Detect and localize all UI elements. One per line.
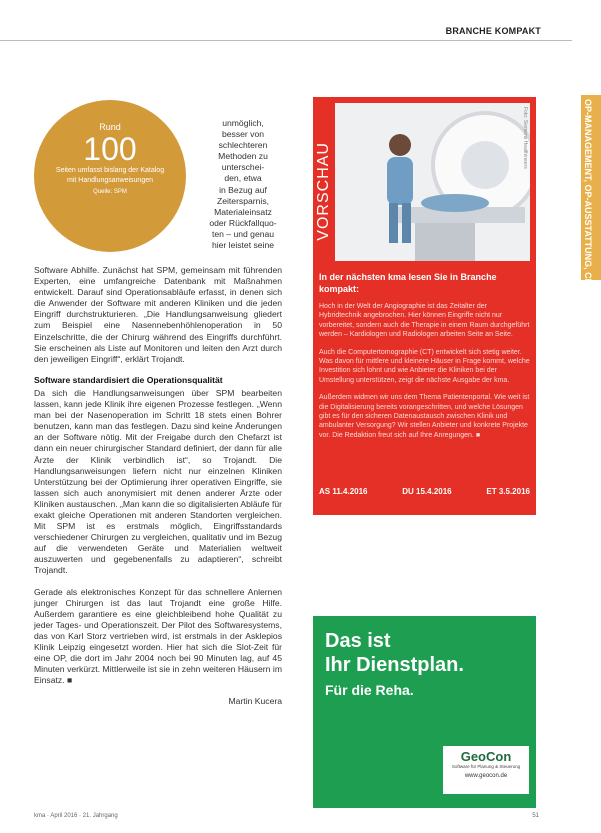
narrow-line: besser von	[221, 129, 265, 140]
stat-number: 100	[83, 131, 137, 167]
narrow-line: hier leistet seine	[211, 240, 275, 251]
paragraph: Software Abhilfe. Zunächst hat SPM, gemeinsam mit führenden Experten, eine umfangreiche Datenbank mit Maßnahmen entwickelt. Darauf sind Operationsabläufe erfasst, in denen sich die Anwender der Software mit anderen Kliniken und die jeden Eingriff durchstrukturieren. „Die Handlungsanweisung gliedert zum Beispiel eine Nasennebenhöhlenoperation in 50 Einzelschritte, die der Chirurg während des Eingriffs durchführt. Sie erscheinen als Liste auf Monitoren und leiten den Arzt durch den jeweiligen Eingriff“, erklärt Trojandt.	[34, 265, 282, 364]
narrow-line: Materialeinsatz	[214, 206, 272, 217]
side-tab-label: OP-MANAGEMENT, OP-AUSSTATTUNG, CHIRURGISCHE GERÄTE	[583, 99, 593, 382]
narrow-line: den, etwa	[224, 173, 262, 184]
stat-circle	[34, 100, 186, 252]
header-rule	[0, 40, 572, 41]
ad-url: www.geocon.de	[464, 773, 508, 779]
narrow-line: Methoden zu	[218, 151, 268, 162]
ad-line-3: Für die Reha.	[325, 682, 414, 698]
geocon-logo	[443, 746, 529, 794]
ct-scanner-illustration	[335, 103, 530, 261]
section-header: BRANCHE KOMPAKT	[445, 26, 541, 36]
geocon-advert[interactable]	[313, 616, 536, 808]
stat-source: Quelle: SPM	[93, 189, 127, 195]
preview-title: VORSCHAU	[315, 142, 332, 241]
preview-body	[319, 302, 530, 448]
narrow-line: unmöglich,	[222, 118, 264, 128]
preview-paragraph: Auch die Computertomographie (CT) entwickelt sich stetig weiter. Was davon für mittlere und kleinere Häuser in Frage kommt, welche Investition sich lohnt und wie Anbieter die Kliniken bei der Umstellung unterstützen, zeigt die nächste Ausgabe der kma.	[319, 348, 530, 384]
preview-dates	[319, 487, 530, 496]
preview-box	[313, 97, 536, 515]
narrow-line: oder Rückfallquo-	[209, 217, 277, 228]
stat-caption: Seiten umfasst bislang der Katalog mit Handlungsanweisungen	[55, 167, 165, 184]
logo-tagline: Software für Planung & Steuerung	[451, 764, 521, 769]
article-narrow-column	[203, 118, 283, 251]
preview-headline: In der nächsten kma lesen Sie in Branche kompakt:	[319, 272, 497, 294]
date-as: AS 11.4.2016	[319, 487, 368, 496]
footer-issue: kma · April 2016 · 21. Jahrgang	[34, 813, 118, 819]
narrow-line: ten – und genau	[211, 228, 275, 239]
ad-line-1: Das ist	[325, 630, 391, 652]
preview-photo	[335, 103, 530, 261]
paragraph: Gerade als elektronisches Konzept für das schnellere Anlernen junger Chirurgen ist das laut Trojandt eine große Hilfe. Außerdem garantiere es eine gleichbleibend hohe Qualität zu jeder Tages- und Operationszeit. Der Pilot des Softwaresystems, das von Karl Storz vertrieben wird, ist erstmals in der Asklepios Klinik Leipzig eingesetzt worden. Hier hat sich die Slot-Zeit für eine OP, die dort im Jahr 2004 noch bei 90 Minuten lag, auf 45 Minuten verkürzt. Mittlerweile ist sie in zehn weiteren Häusern im Einsatz. ■	[34, 586, 282, 686]
preview-paragraph: Außerdem widmen wir uns dem Thema Patientenportal. Wie weit ist die Digitalisierung bereits vorangeschritten, und welche Lösungen gibt es für den sicheren Datenaustausch zwischen Klinik und ambulanter Versorgung? Wir stellen Anbieter und konkrete Projekte vor. Die Redaktion freut sich auf Ihre Anregungen. ■	[319, 394, 530, 439]
paragraph: Da sich die Handlungsanweisungen über SPM bearbeiten lassen, kann jede Klinik ihre eigenen Prozesse festlegen. „Wenn man bei der Nasenoperation im Schritt 18 stets einen Bohrer benutzen, kann man das festlegen. Dazu sind keine Änderungen an der Software nötig. Mit der Freigabe durch den Chefarzt ist dann ein neuer chirurgischer Standard definiert, der dann für alle Ärzte der Klinik verbindlich ist“, so Trojandt. Die Handlungsanweisungen liefern nicht nur einzelnen Kliniken Unterstützung bei der Optimierung ihrer operativen Eingriffe, sie lassen sich auch anonymisiert mit denen anderer Ärzte oder Kliniken austauschen. „Man kann die so digitalisierten Abläufe für exakt gleiche Operationen mit anderen Standorten vergleichen. Mit SPM ist es erstmals möglich, Eingriffsstandards verschiedener Chirurgen zu vergleichen, qualitativ und im Bezug auf die verwendeten Geräte und Materialien weltweit auszuwerten und gegebenenfalls zu adaptieren“, schreibt Trojandt.	[34, 387, 282, 576]
photo-credit: Foto: Siemens Healthineers	[522, 107, 528, 169]
article-body	[34, 265, 282, 717]
page-number: 51	[532, 813, 539, 819]
narrow-line: unterschei-	[221, 162, 265, 173]
subheading: Software standardisiert die Operationsqualität	[34, 374, 223, 385]
author: Martin Kucera	[228, 696, 282, 707]
narrow-line: in Bezug auf	[219, 184, 267, 195]
ad-line-2: Ihr Dienstplan.	[325, 654, 464, 676]
date-et: ET 3.5.2016	[486, 487, 530, 496]
date-du: DU 15.4.2016	[402, 487, 452, 496]
logo-name: GeoCon	[460, 749, 512, 764]
side-tab	[581, 95, 601, 382]
narrow-line: schlechteren	[218, 140, 268, 151]
preview-paragraph: Hoch in der Welt der Angiographie ist das Zeitalter der Hybridtechnik angebrochen. Hier können Eingriffe nicht nur vorbereitet, sondern auch die Therapie in einem Raum durchgeführt werden – Kardiologen und Radiologen arbeiten Seite an Seite.	[319, 303, 530, 339]
narrow-line: Zeitersparnis,	[216, 195, 270, 206]
stat-prefix: Rund	[99, 122, 121, 132]
